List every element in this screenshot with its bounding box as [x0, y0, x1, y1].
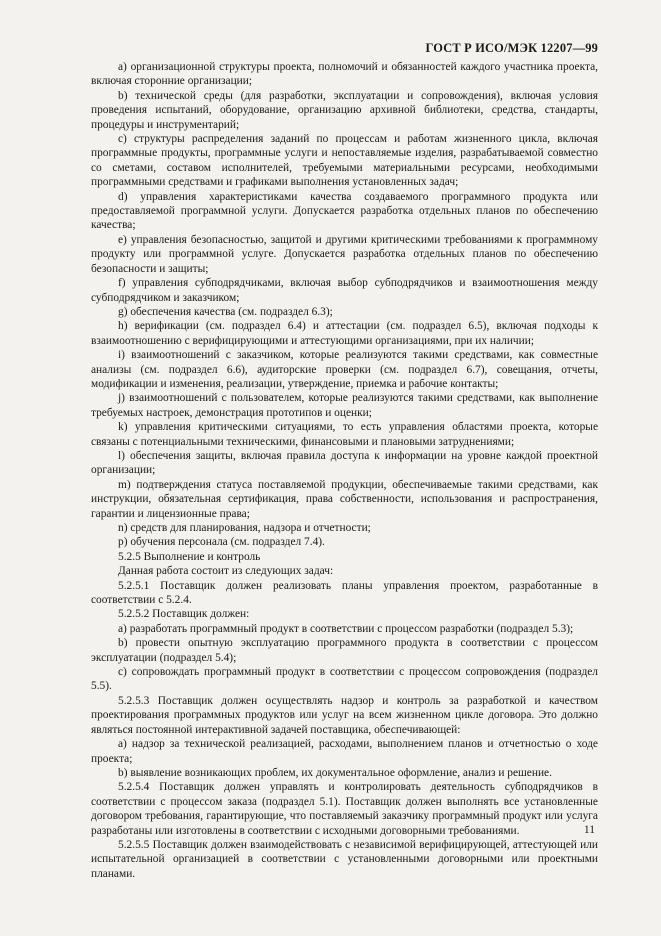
paragraph: a) разработать программный продукт в соответствии с процессом разработки (подраздел 5.3); [118, 622, 574, 635]
standard-code-header: ГОСТ Р ИСО/МЭК 12207—99 [425, 41, 598, 55]
paragraph: h) верификации (см. подраздел 6.4) и аттестации (см. подраздел 6.5), включая подходы к взаимоотношению с верифицирующими и аттестующими организациями, при их наличии; [91, 320, 598, 347]
paragraph: c) структуры распределения заданий по процессам и работам жизненного цикла, включая программные продукты, программные услуги и непоставляемые изделия, разрабатываемой совместно со сметами, составом исполнителей, требуемыми материальными ресурсами, необходимыми программными средствами и графиками выполнения установленных задач; [91, 133, 598, 189]
paragraph: j) взаимоотношений с пользователем, которые реализуются такими средствами, как выполнение требуемых настроек, демонстрация прототипов и оценки; [91, 392, 598, 419]
paragraph: c) сопровождать программный продукт в соответствии с процессом сопровождения (подраздел 5.5). [91, 666, 598, 693]
paragraph: 5.2.5.4 Поставщик должен управлять и контролировать деятельность субподрядчиков в соответствии с процессом заказа (подраздел 5.1). Поставщик должен выполнять все установленные договором требования, гарантирующие, что поставляемый заказчику программный продукт или услуга разработаны или изготовлены в соответствии с исходными договорными требованиями. [91, 781, 598, 837]
paragraph: b) технической среды (для разработки, эксплуатации и сопровождения), включая условия проведения испытаний, оборудование, организацию архивной библиотеки, средства, стандарты, процедуры и инструментарий; [91, 89, 598, 131]
paragraph: a) организационной структуры проекта, полномочий и обязанностей каждого участника проекта, включая сторонние организации; [91, 61, 598, 88]
paragraph: 5.2.5.1 Поставщик должен реализовать планы управления проектом, разработанные в соответствии с 5.2.4. [91, 579, 598, 607]
paragraph: m) подтверждения статуса поставляемой продукции, обеспечиваемые такими средствами, как инструкции, обязательная сертификация, права собственности, использования и распространения, гарантии и лицензионные права; [91, 478, 598, 520]
paragraph: Данная работа состоит из следующих задач: [118, 565, 334, 578]
paragraph: 5.2.5.3 Поставщик должен осуществлять надзор и контроль за разработкой и качеством проектирования программных продуктов или услуг на всем жизненном цикле договора. Это должно являться постоянной интерактивной задачей поставщика, обеспечивающей: [91, 694, 598, 736]
paragraph: n) средств для планирования, надзора и отчетности; [118, 522, 371, 534]
paragraph: p) обучения персонала (см. подраздел 7.4). [118, 536, 325, 549]
paragraph: g) обеспечения качества (см. подраздел 6.3); [118, 305, 333, 318]
paragraph: b) провести опытную эксплуатацию программного продукта в соответствии с процессом эксплуатации (подраздел 5.4); [91, 637, 598, 664]
paragraph: l) обеспечения защиты, включая правила доступа к информации на уровне каждой проектной организации; [91, 449, 598, 477]
paragraph: b) выявление возникающих проблем, их документальное оформление, анализ и решение. [118, 766, 552, 779]
document-body [91, 60, 598, 881]
paragraph: e) управления безопасностью, защитой и другими критическими требованиями к программному продукту или программной услуге. Допускается разработка отдельных планов по обеспечению безопасности и защиты; [91, 233, 598, 275]
paragraph: 5.2.5.2 Поставщик должен: [118, 608, 250, 621]
paragraph: f) управления субподрядчиками, включая выбор субподрядчиков и взаимоотношения между субподрядчиком и заказчиком; [91, 277, 598, 304]
paragraph: i) взаимоотношений с заказчиком, которые реализуются такими средствами, как совместные анализы (см. подраздел 6.6), аудиторские проверки (см. подраздел 6.7), совещания, отчеты, модификации и изменения, реализации, утверждение, приемка и рабочие контакты; [91, 349, 598, 390]
paragraph: k) управления критическими ситуациями, то есть управления областями проекта, которые связаны с потенциальными техническими, финансовыми и плановыми затруднениями; [91, 421, 598, 448]
paragraph: 5.2.5 Выполнение и контроль [118, 550, 261, 563]
page-number: 11 [583, 824, 595, 836]
paragraph: a) надзор за технической реализацией, расходами, выполнением планов и отчетностью о ходе проекта; [91, 738, 598, 765]
paragraph: d) управления характеристиками качества создаваемого программного продукта или предоставляемой программной услуги. Допускается разработка отдельных планов по обеспечению качества; [91, 190, 598, 232]
paragraph: 5.2.5.5 Поставщик должен взаимодействовать с независимой верифицирующей, аттестующей или испытательной организацией в соответствии с установленными договорными или проектными планами. [91, 838, 598, 880]
